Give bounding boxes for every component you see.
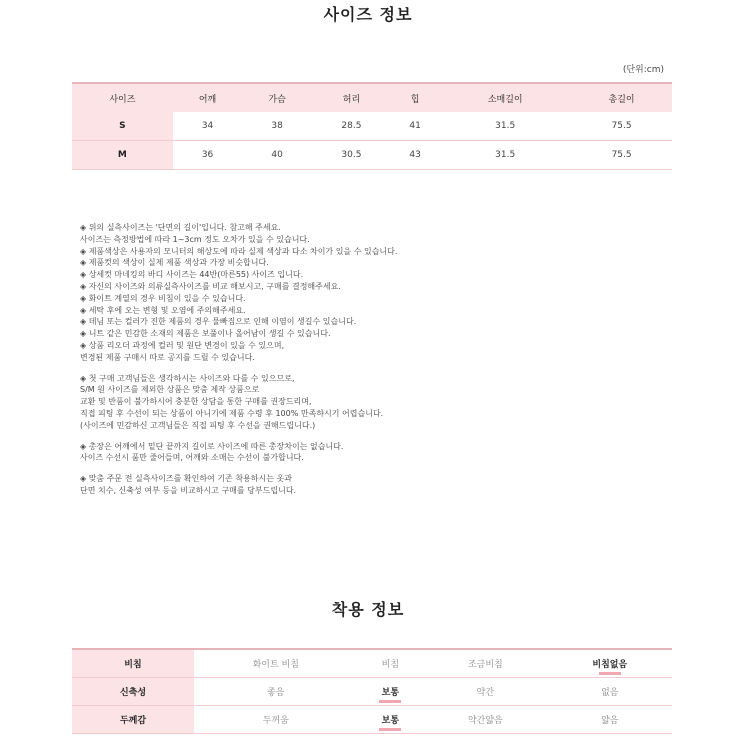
fit-option: 좋음 bbox=[194, 677, 358, 705]
table-cell: 31.5 bbox=[439, 141, 571, 170]
header-cell: 어깨 bbox=[173, 83, 243, 112]
note-line: ◈ 세탁 후에 오는 변형 및 오염에 주의해주세요. bbox=[80, 305, 246, 315]
header-cell: 가슴 bbox=[242, 83, 312, 112]
table-row bbox=[72, 112, 672, 141]
table-cell: 75.5 bbox=[571, 141, 672, 170]
table-cell: 36 bbox=[173, 141, 243, 170]
note-line: 직접 피팅 후 수선이 되는 상품이 아니기에 제품 수령 후 100% 만족하시기 어렵습니다. bbox=[80, 408, 384, 418]
size-table-header bbox=[72, 83, 672, 112]
note-line: ◈ 데님 또는 컬러가 진한 제품의 경우 물빠짐으로 인해 이염이 생길수 있습니다. bbox=[80, 317, 357, 327]
unit-label: (단위:cm) bbox=[622, 65, 664, 75]
fit-option: 비침없음 bbox=[548, 649, 672, 677]
fit-table bbox=[72, 648, 672, 734]
header-cell: 허리 bbox=[312, 83, 391, 112]
table-cell: 75.5 bbox=[571, 112, 672, 141]
header-cell: 힙 bbox=[391, 83, 439, 112]
fit-option: 얇음 bbox=[548, 705, 672, 733]
note-line: (사이즈에 민감하신 고객님들은 직접 피팅 후 수선을 권해드립니다.) bbox=[80, 420, 316, 430]
fit-row-thickness bbox=[72, 705, 672, 733]
notes-paragraph bbox=[80, 373, 680, 432]
table-cell: 40 bbox=[242, 141, 312, 170]
note-line: ◈ 상세컷 마네킹의 바디 사이즈는 44반(마른55) 사이즈 입니다. bbox=[80, 270, 304, 280]
header-cell: 소매길이 bbox=[439, 83, 571, 112]
fit-option: 보통 bbox=[358, 705, 424, 733]
size-info-title: 사이즈 정보 bbox=[323, 5, 413, 24]
fit-option: 조금비침 bbox=[423, 649, 547, 677]
note-line: ◈ 제품색상은 사용자의 모니터의 해상도에 따라 실제 색상과 다소 차이가 있을 수 있습니다. bbox=[80, 246, 398, 256]
note-line: 변경된 제품 구매시 따로 공지를 드릴 수 있습니다. bbox=[80, 352, 255, 362]
note-line: 단면 치수, 신축성 여부 등을 비교하시고 구매를 당부드립니다. bbox=[80, 485, 297, 495]
note-line: ◈ 총장은 어깨에서 밑단 끝까지 길이로 사이즈에 따른 총장차이는 없습니다. bbox=[80, 441, 344, 451]
size-label: M bbox=[72, 141, 173, 170]
note-line: 사이즈는 측정방법에 따라 1~3cm 정도 오차가 있을 수 있습니다. bbox=[80, 234, 310, 244]
note-line: ◈ 상품 리오더 과정에 컬러 및 원단 변경이 있을 수 있으며, bbox=[80, 340, 285, 350]
size-table bbox=[72, 82, 672, 170]
note-line: ◈ 위의 실측사이즈는 '단면의 길이'입니다. 참고해 주세요. bbox=[80, 223, 281, 232]
fit-option: 화이트 비침 bbox=[194, 649, 358, 677]
fit-option: 약간얇음 bbox=[423, 705, 547, 733]
note-line: ◈ 자신의 사이즈와 의류실측사이즈를 비교 해보시고, 구매를 결정해주세요. bbox=[80, 281, 341, 291]
fit-label: 신축성 bbox=[72, 677, 194, 705]
note-line: ◈ 화이트 계열의 경우 비침이 있을 수 있습니다. bbox=[80, 293, 246, 303]
table-row bbox=[72, 141, 672, 170]
note-line: ◈ 맞춤 주문 전 실측사이즈를 확인하여 기존 착용하시는 옷과 bbox=[80, 474, 292, 484]
note-line: ◈ 니트 같은 민감한 소재의 제품은 보풀이나 올어남이 생길 수 있습니다. bbox=[80, 329, 331, 339]
table-cell: 41 bbox=[391, 112, 439, 141]
selected-indicator bbox=[599, 672, 621, 675]
note-line: S/M 원 사이즈를 제외한 상품은 맞춤 제작 상품으로 bbox=[80, 385, 260, 395]
notes-paragraph bbox=[80, 473, 680, 497]
notes-paragraph bbox=[80, 222, 680, 364]
note-line: ◈ 첫 구매 고객님들은 생각하시는 사이즈와 다를 수 있으므로, bbox=[80, 373, 295, 383]
table-cell: 31.5 bbox=[439, 112, 571, 141]
table-cell: 43 bbox=[391, 141, 439, 170]
selected-indicator bbox=[379, 700, 401, 703]
table-cell: 30.5 bbox=[312, 141, 391, 170]
fit-info-title: 착용 정보 bbox=[331, 600, 405, 619]
selected-indicator bbox=[379, 728, 401, 731]
header-cell: 사이즈 bbox=[72, 83, 173, 112]
fit-option: 비침 bbox=[358, 649, 424, 677]
fit-option: 보통 bbox=[358, 677, 424, 705]
note-line: 교환 및 반품이 불가하시어 충분한 상담을 통한 구매를 권장드리며, bbox=[80, 397, 312, 407]
fit-label: 두께감 bbox=[72, 705, 194, 733]
table-cell: 28.5 bbox=[312, 112, 391, 141]
fit-row-sheerness bbox=[72, 649, 672, 677]
note-line: 사이즈 수선시 품만 줄어들며, 어깨와 소매는 수선이 불가합니다. bbox=[80, 453, 304, 463]
notes-paragraph bbox=[80, 441, 680, 465]
fit-option: 두꺼움 bbox=[194, 705, 358, 733]
notes-section bbox=[80, 222, 680, 506]
fit-option: 없음 bbox=[548, 677, 672, 705]
size-label: S bbox=[72, 112, 173, 141]
note-line: ◈ 제품컷의 색상이 실제 제품 색상과 가장 비슷합니다. bbox=[80, 258, 269, 268]
header-cell: 총길이 bbox=[571, 83, 672, 112]
fit-option: 약간 bbox=[423, 677, 547, 705]
fit-label: 비침 bbox=[72, 649, 194, 677]
table-cell: 34 bbox=[173, 112, 243, 141]
table-cell: 38 bbox=[242, 112, 312, 141]
fit-row-stretch bbox=[72, 677, 672, 705]
